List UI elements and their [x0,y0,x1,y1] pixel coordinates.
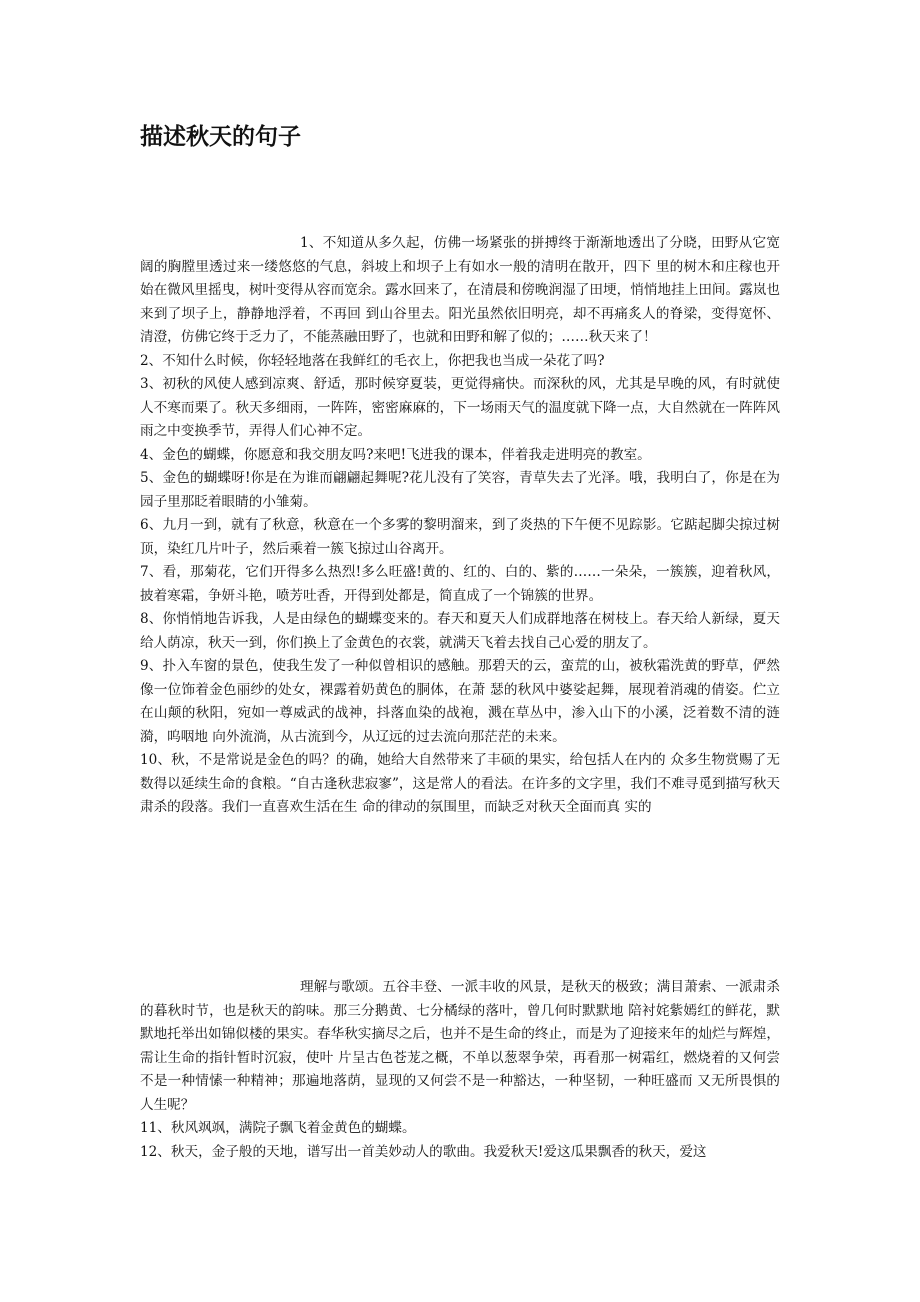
paragraph-9: 9、扑入车窗的景色，使我生发了一种似曾相识的感触。那碧天的云，蛮荒的山，被秋霜洗黄的野草，俨然像一位饰着金色丽纱的处女，裸露着奶黄色的胴体，在萧 瑟的秋风中婆娑起舞，展现着消魂的倩姿。伫立在山颠的秋阳，宛如一尊威武的战神，抖落血染的战袍，溅在草丛中，渗入山下的小溪，泛着数不清的涟漪，呜咽地 向外流淌，从古流到今，从辽远的过去流向那茫茫的未来。 [140,658,780,745]
paragraph-6: 6、九月一到，就有了秋意，秋意在一个多雾的黎明溜来，到了炎热的下午便不见踪影。它踮起脚尖掠过树顶，染红几片叶子，然后乘着一簇飞掠过山谷离开。 [140,517,780,557]
paragraph-3: 3、初秋的风使人感到凉爽、舒适，那时候穿夏装，更觉得痛快。而深秋的风，尤其是早晚的风，有时就使人不寒而栗了。秋天多细雨，一阵阵，密密麻麻的，下一场雨天气的温度就下降一点，大自然就在一阵阵风雨之中变换季节，弄得人们心神不定。 [140,376,780,439]
paragraph-4: 4、金色的蝴蝶，你愿意和我交朋友吗?来吧!飞进我的课本，伴着我走进明亮的教室。 [140,446,651,463]
paragraph-10: 10、秋，不是常说是金色的吗？的确，她给大自然带来了丰硕的果实，给包括人在内的 众多生物赏赐了无数得以延续生命的食粮。“自古逢秋悲寂寥”，这是常人的看法。在许多的文字里，我们不难寻觅到描写秋天肃杀的段落。我们一直喜欢生活在生 命的律动的氛围里，而缺乏对秋天全面而真 实的 [140,752,780,815]
text-block-lower [140,976,780,1164]
paragraph-11: 11、秋风飒飒，满院子飘飞着金黄色的蝴蝶。 [140,1120,416,1136]
paragraph-12: 12、秋天，金子般的天地，谱写出一首美妙动人的歌曲。我爱秋天!爱这瓜果飘香的秋天，爱这 [140,1143,707,1160]
paragraph-2: 2、不知什么时候，你轻轻地落在我鲜红的毛衣上，你把我也当成一朵花了吗? [140,352,605,369]
paragraph-7: 7、看，那菊花，它们开得多么热烈!多么旺盛!黄的、红的、白的、紫的……一朵朵，一簇簇，迎着秋风，披着寒霜，争妍斗艳，喷芳吐香，开得到处都是，简直成了一个锦簇的世界。 [140,564,780,604]
paragraph-1: 1、不知道从多久起，仿佛一场紧张的拼搏终于渐渐地透出了分晓，田野从它宽阔的胸膛里透过来一缕悠悠的气息，斜坡上和坝子上有如水一般的清明在散开，四下 里的树木和庄稼也开始在微风里摇曳，树叶变得从容而宽余。露水回来了，在清晨和傍晚润湿了田埂，悄悄地挂上田间。露岚也来到了坝子上，静静地浮着，不再回 到山谷里去。阳光虽然依旧明亮，却不再痛炙人的脊梁，变得宽怀、清澄，仿佛它终于乏力了，不能蒸融田野了，也就和田野和解了似的；……秋天来了！ [140,235,780,345]
paragraph-5: 5、金色的蝴蝶呀!你是在为谁而翩翩起舞呢?花儿没有了笑容，青草失去了光泽。哦，我明白了，你是在为园子里那眨着眼睛的小雏菊。 [140,470,780,510]
page-title: 描述秋天的句子 [140,124,301,150]
paragraph-10-continued: 理解与歌颂。五谷丰登、一派丰收的风景，是秋天的极致；满目萧索、一派肃杀的暮秋时节，也是秋天的韵味。那三分鹅黄、七分橘绿的落叶，曾几何时默默地 陪衬姹紫嫣红的鲜花，默默地托举出如锦似楼的果实。春华秋实摘尽之后，也并不是生命的终止，而是为了迎接来年的灿烂与辉煌，需让生命的指针暂时沉寂，使叶 片呈古色苍茏之概，不单以葱翠争荣，再看那一树霜红，燃烧着的又何尝不是一种情愫一种精神；那遍地落荫，显现的又何尝不是一种豁达，一种坚韧，一种旺盛而 又无所畏惧的人生呢？ [140,979,780,1113]
paragraph-8: 8、你悄悄地告诉我，人是由绿色的蝴蝶变来的。春天和夏天人们成群地落在树枝上。春天给人新绿，夏天给人荫凉，秋天一到，你们换上了金黄色的衣裳，就满天飞着去找自己心爱的朋友了。 [140,611,780,651]
text-block-upper [140,232,780,820]
